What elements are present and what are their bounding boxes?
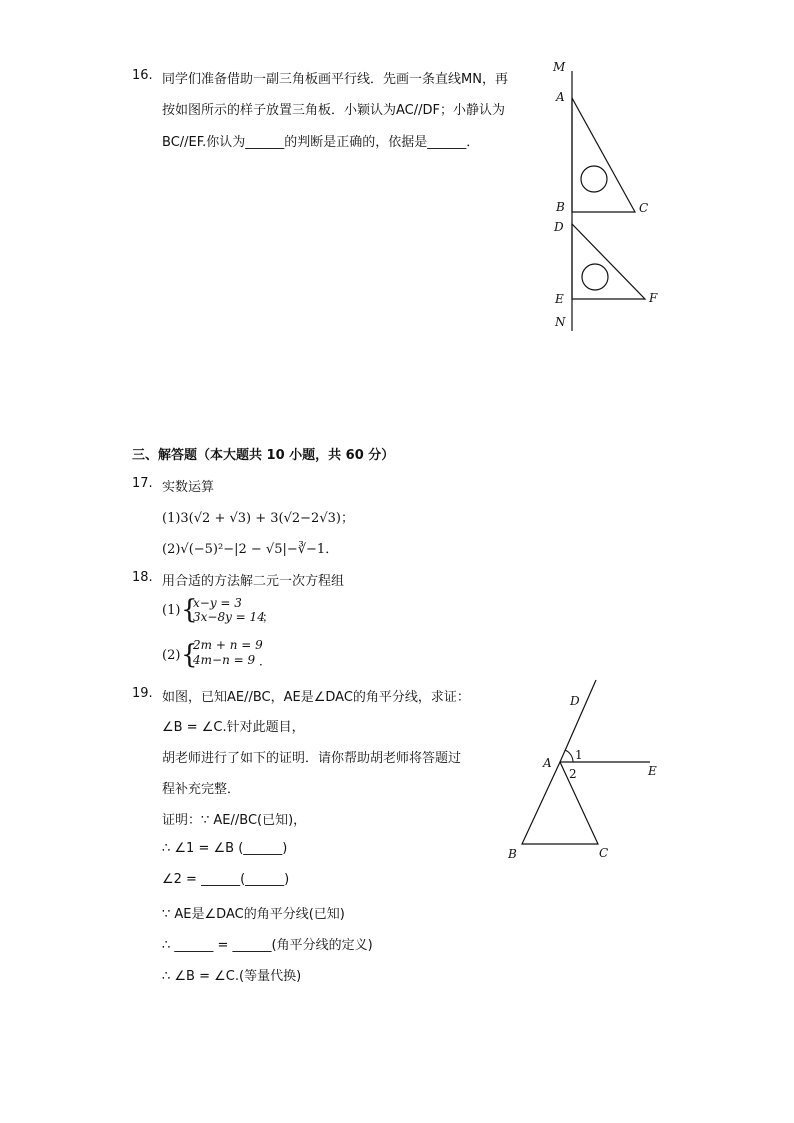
q19-proof-4: ∵ AE是∠DAC的角平分线(已知) (162, 907, 345, 922)
q18-part-1-brace: { (181, 595, 198, 625)
q19-line-4: 程补充完整． (162, 782, 241, 797)
q19-proof-6: ∴ ∠B = ∠C.(等量代换) (162, 969, 302, 984)
q19-proof-5: ∴ ______ = ______(角平分线的定义) (162, 938, 373, 953)
q18-part-2-eq-2: 4m−n = 9 (193, 653, 256, 667)
label-b: B (556, 200, 565, 214)
triangle-hole-lower (582, 264, 608, 290)
q19-proof-3: ∠2 = ______(______) (162, 872, 290, 887)
q18-number: 18. (132, 570, 153, 585)
q17-part-1: (1)3(√2 + √3) + 3(√2−2√3)； (162, 511, 354, 526)
label-angle-2: 2 (569, 767, 577, 781)
label-e: E (555, 292, 564, 306)
q19-figure (500, 672, 670, 862)
q18-title: 用合适的方法解二元一次方程组 (162, 574, 345, 589)
angle-arc (565, 750, 573, 762)
label-c: C (639, 201, 649, 215)
q17-number: 17. (132, 476, 153, 491)
q19-number: 19. (132, 686, 153, 701)
triangle-abc (572, 98, 635, 212)
q18-part-2-eq-1: 2m + n = 9 (193, 638, 263, 652)
label-a: A (556, 90, 565, 104)
q16-figure (545, 55, 670, 335)
q16-number: 16. (132, 68, 153, 83)
q18-part-2-brace: { (181, 640, 198, 670)
label-n: N (555, 315, 566, 329)
q18-part-1-eq-2: 3x−8y = 14 (193, 610, 265, 624)
q19-line-2: ∠B = ∠C.针对此题目， (162, 720, 305, 735)
label-a: A (543, 756, 552, 770)
label-d: D (570, 694, 580, 708)
q17-title: 实数运算 (162, 480, 215, 495)
label-e: E (648, 764, 657, 778)
label-d: D (554, 220, 564, 234)
label-f: F (649, 291, 658, 305)
q18-part-1-label: (1) (162, 603, 181, 618)
triangle-abc (522, 762, 598, 844)
q16-line-2: 按如图所示的样子放置三角板．小颖认为AC//DF；小静认为 (162, 103, 505, 118)
label-m: M (553, 60, 566, 74)
label-c: C (599, 846, 609, 860)
q18-part-2-end: ． (259, 654, 272, 668)
triangle-def (572, 224, 645, 299)
q16-line-1: 同学们准备借助一副三角板画平行线．先画一条直线MN，再 (162, 72, 508, 87)
q17-part-2: (2)√(−5)²−|2 − √5|−∛−1． (162, 542, 339, 557)
q18-part-2-label: (2) (162, 648, 181, 663)
q18-part-1-end: ； (262, 610, 275, 624)
q19-line-1: 如图，已知AE//BC，AE是∠DAC的角平分线，求证： (162, 690, 470, 705)
q18-part-1-eq-1: x−y = 3 (193, 596, 242, 610)
q16-line-3: BC//EF.你认为______的判断是正确的，依据是______． (162, 135, 480, 150)
q19-line-3: 胡老师进行了如下的证明．请你帮助胡老师将答题过 (162, 751, 462, 766)
label-b: B (508, 847, 517, 861)
section-3-title: 三、解答题（本大题共 10 小题，共 60 分） (132, 448, 395, 463)
label-angle-1: 1 (575, 748, 583, 762)
q19-proof-2: ∴ ∠1 = ∠B (______) (162, 841, 288, 856)
triangle-hole-upper (581, 166, 607, 192)
q19-proof-1: 证明：∵ AE//BC(已知)， (162, 813, 307, 828)
